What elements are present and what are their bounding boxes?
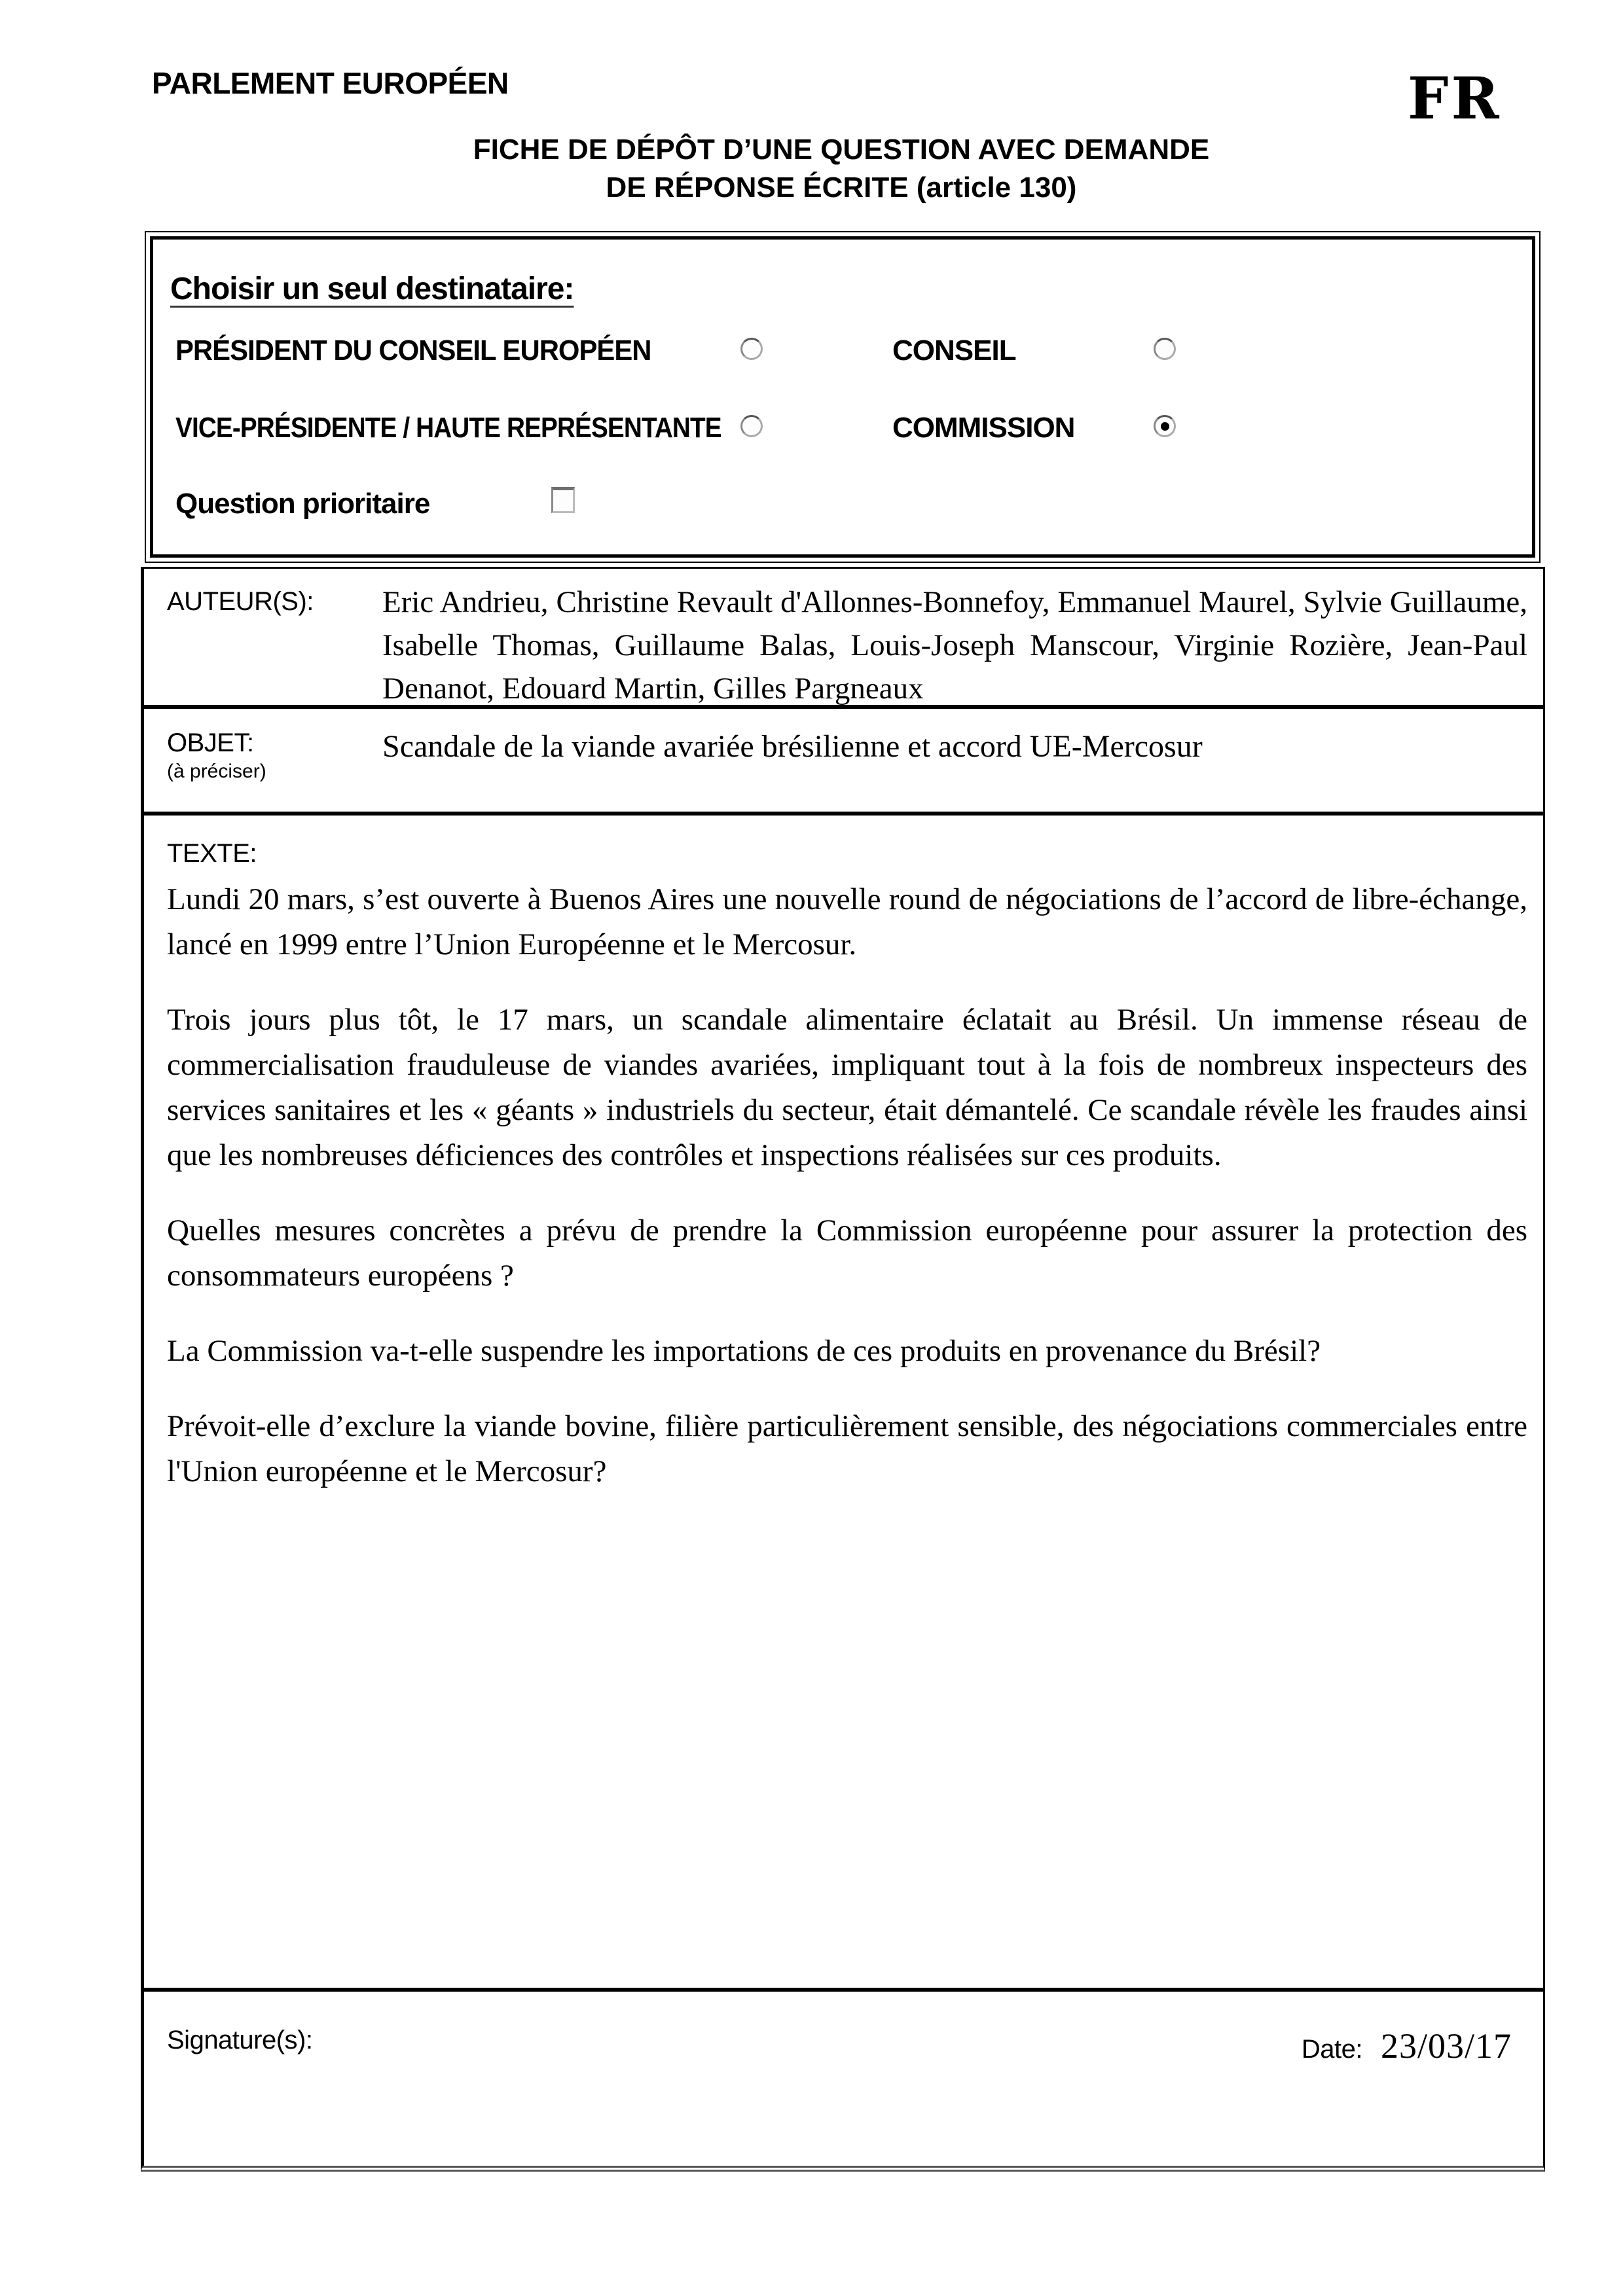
text-paragraph: Quelles mesures concrètes a prévu de prendre la Commission européenne pour assurer la protection des consommateurs européens ? <box>167 1213 1527 1293</box>
checkbox-question-prioritaire[interactable] <box>551 487 575 513</box>
org-title: PARLEMENT EUROPÉEN <box>152 66 509 100</box>
signature-label: Signature(s): <box>167 2026 313 2054</box>
authors-value: Eric Andrieu, Christine Revault d'Allonnes-Bonnefoy, Emmanuel Maurel, Sylvie Guillaume, Isabelle Thomas, Guillaume Balas, Louis-Joseph Manscour, Virginie Rozière, Jean-Paul Denanot, Edouard Martin, Gilles Pargneaux <box>382 585 1527 706</box>
radio-conseil[interactable] <box>1154 338 1176 360</box>
subject-value: Scandale de la viande avariée brésilienne et accord UE-Mercosur <box>382 729 1203 764</box>
subject-label: OBJET: <box>167 728 254 757</box>
text-paragraph: La Commission va-t-elle suspendre les importations de ces produits en provenance du Brésil? <box>167 1334 1321 1368</box>
text-paragraph: Lundi 20 mars, s’est ouverte à Buenos Aires une nouvelle round de négociations de l’accord de libre-échange, lancé en 1999 entre l’Union Européenne et le Mercosur. <box>167 882 1527 961</box>
language-badge: FR <box>1408 64 1502 132</box>
text-row <box>143 816 1543 1992</box>
label-commission: COMMISSION <box>892 412 1075 444</box>
text-label: TEXTE: <box>167 839 257 868</box>
authors-row <box>143 569 1543 709</box>
text-paragraph: Trois jours plus tôt, le 17 mars, un scandale alimentaire éclatait au Brésil. Un immense réseau de commercialisation frauduleuse de viandes avariées, impliquant tout à la fois de nombreux inspecteurs des services sanitaires et les « géants » industriels du secteur, était démantelé. Ce scandale révèle les fraudes ainsi que les nombreuses déficiences des contrôles et inspections réalisées sur ces produits. <box>167 1003 1527 1172</box>
signature-row <box>143 1992 1543 2166</box>
form-title-line2: DE RÉPONSE ÉCRITE (article 130) <box>606 171 1077 204</box>
label-president-conseil-europeen: PRÉSIDENT DU CONSEIL EUROPÉEN <box>175 334 651 367</box>
radio-commission[interactable] <box>1154 415 1176 437</box>
recipient-heading: Choisir un seul destinataire: <box>170 272 574 306</box>
label-conseil: CONSEIL <box>892 334 1016 367</box>
radio-president-conseil-europeen[interactable] <box>740 338 763 360</box>
label-vice-presidente-haute-representante: VICE-PRÉSIDENTE / HAUTE REPRÉSENTANTE <box>175 412 721 444</box>
date-group <box>1302 2026 1512 2066</box>
form-title <box>143 131 1540 207</box>
subject-row <box>143 709 1543 816</box>
radio-vice-presidente-haute-representante[interactable] <box>740 415 763 437</box>
date-label: Date: <box>1301 2035 1362 2064</box>
form-title-line1: FICHE DE DÉPÔT D’UNE QUESTION AVEC DEMANDE <box>473 134 1210 166</box>
label-question-prioritaire: Question prioritaire <box>175 488 430 520</box>
subject-note: (à préciser) <box>167 761 266 782</box>
form-table <box>141 567 1545 2172</box>
authors-label: AUTEUR(S): <box>167 587 314 616</box>
date-value: 23/03/17 <box>1380 2026 1512 2066</box>
subject-label-block <box>167 727 382 812</box>
recipient-box <box>150 236 1535 558</box>
text-paragraph: Prévoit-elle d’exclure la viande bovine, filière particulièrement sensible, des négociations commerciales entre l'Union européenne et le Mercosur? <box>167 1409 1527 1488</box>
